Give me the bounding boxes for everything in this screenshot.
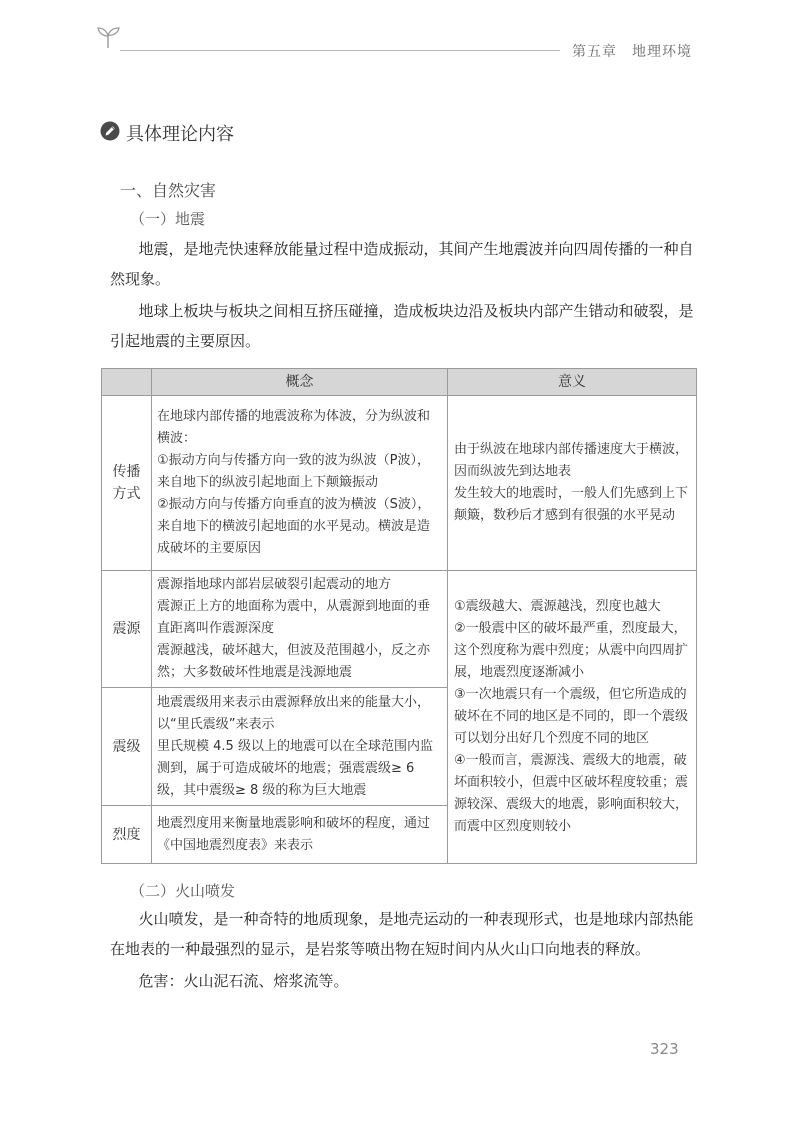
paragraph-earthquake-definition: 地震，是地壳快速释放能量过程中造成振动，其间产生地震波并向四周传播的一种自然现象。: [110, 240, 694, 288]
table-cell-concept: 震源指地球内部岩层破裂引起震动的地方 震源正上方的地面称为震中，从震源到地面的垂直距离叫作震源深度 震源越浅，破坏越大，但波及范围越小，反之亦然；大多数破坏性地震是浅源地震: [152, 571, 448, 688]
earthquake-table: [101, 368, 697, 864]
table-row: [102, 571, 697, 688]
paragraph-earthquake-cause: 地球上板块与板块之间相互挤压碰撞，造成板块边沿及板块内部产生错动和破裂，是引起地震的主要原因。: [110, 302, 694, 350]
table-cell-concept: 地震震级用来表示由震源释放出来的能量大小，以“里氏震级”来表示 里氏规模 4.5 级以上的地震可以在全球范围内监测到，属于可造成破坏的地震；强震震级≥ 6 级，其中震级≥ 8 级的称为巨大地震: [152, 688, 448, 806]
row-label: 震级: [102, 688, 152, 806]
section-heading: 具体理论内容: [126, 124, 234, 145]
table-header-significance: 意义: [448, 369, 697, 396]
paragraph-volcano-hazards: 危害：火山泥石流、熔浆流等。: [138, 972, 349, 990]
table-header-concept: 概念: [152, 369, 448, 396]
row-label: 震源: [102, 571, 152, 688]
table-row: [102, 396, 697, 571]
pencil-badge-icon: [100, 121, 120, 141]
page-number: 323: [650, 1040, 679, 1058]
table-header-row: [102, 369, 697, 396]
table-header-corner: [102, 369, 152, 396]
header-rule: [120, 50, 560, 51]
row-label: 烈度: [102, 806, 152, 864]
paragraph-volcano-definition: 火山喷发，是一种奇特的地质现象，是地壳运动的一种表现形式，也是地球内部热能在地表的一种最强烈的显示，是岩浆等喷出物在短时间内从火山口向地表的释放。: [110, 910, 694, 958]
chapter-title: 第五章 地理环境: [572, 44, 692, 60]
table-cell-concept: 地震烈度用来衡量地震影响和破坏的程度，通过《中国地震烈度表》来表示: [152, 806, 448, 864]
heading-natural-disasters: 一、自然灾害: [120, 181, 217, 200]
row-label: 传播 方式: [102, 396, 152, 571]
subheading-volcano: （二）火山喷发: [130, 882, 236, 900]
table-cell-concept: 在地球内部传播的地震波称为体波，分为纵波和横波： ①振动方向与传播方向一致的波为纵波（P波），来自地下的纵波引起地面上下颠簸振动 ②振动方向与传播方向垂直的波为横波（S波），来自地下的横波引起地面的水平晃动。横波是造成破坏的主要原因: [152, 396, 448, 571]
sprout-icon: [95, 24, 121, 50]
table-cell-significance: 由于纵波在地球内部传播速度大于横波，因而纵波先到达地表 发生较大的地震时，一般人们先感到上下颠簸，数秒后才感到有很强的水平晃动: [448, 396, 697, 571]
table-cell-significance-merged: ①震级越大、震源越浅，烈度也越大 ②一般震中区的破坏最严重，烈度最大，这个烈度称为震中烈度；从震中向四周扩展，地震烈度逐渐减小 ③一次地震只有一个震级，但它所造成的破坏在不同的地区是不同的，即一个震级可以划分出好几个烈度不同的地区 ④一般而言，震源浅、震级大的地震，破坏面积较小，但震中区破坏程度较重；震源较深、震级大的地震，影响面积较大，而震中区烈度则较小: [448, 571, 697, 864]
subheading-earthquake: （一）地震: [130, 210, 206, 228]
